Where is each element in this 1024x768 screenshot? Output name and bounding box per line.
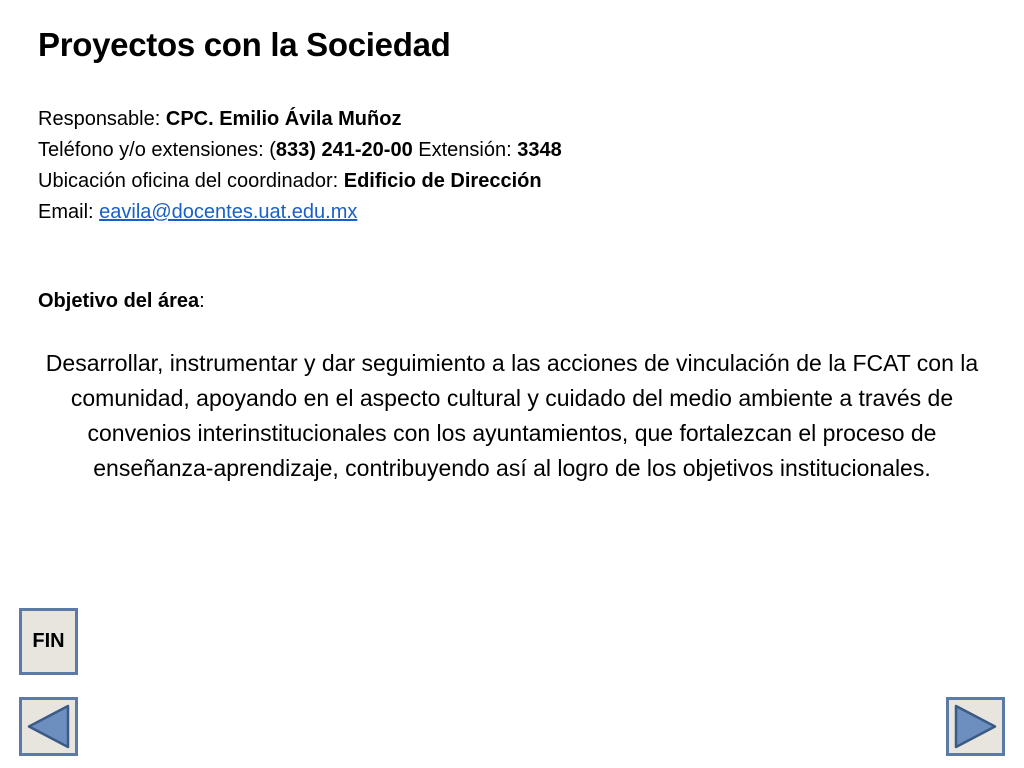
fin-button[interactable]: [19, 608, 78, 675]
objective-heading-colon: :: [199, 290, 205, 312]
location-line: [38, 166, 562, 197]
email-line: [38, 197, 562, 228]
fin-button-label: FIN: [32, 630, 65, 652]
responsable-line: [38, 104, 562, 135]
extension-label: Extensión:: [412, 139, 518, 161]
page-title: Proyectos con la Sociedad: [38, 26, 451, 63]
location-value: Edificio de Dirección: [343, 170, 542, 192]
phone-label: Teléfono y/o extensiones: (: [38, 139, 276, 161]
email-label: Email:: [38, 201, 100, 223]
responsable-value: CPC. Emilio Ávila Muñoz: [165, 108, 402, 130]
phone-value: 833) 241-20-00: [275, 139, 413, 161]
email-link[interactable]: eavila@docentes.uat.edu.mx: [99, 201, 358, 223]
responsable-label: Responsable:: [38, 108, 166, 130]
phone-line: [38, 135, 562, 166]
objective-heading: [38, 290, 205, 313]
left-triangle-icon: [22, 700, 75, 753]
right-triangle-icon: [949, 700, 1002, 753]
objective-heading-text: Objetivo del área: [38, 290, 200, 312]
next-slide-button[interactable]: [946, 697, 1005, 756]
previous-slide-button[interactable]: [19, 697, 78, 756]
objective-text: Desarrollar, instrumentar y dar seguimiento a las acciones de vinculación de la FCAT con la comunidad, apoyando en el aspecto cultural y cuidado del medio ambiente a través de convenios interinstitucionales con los ayuntamientos, que fortalezcan el proceso de enseñanza-aprendizaje, contribuyendo así al logro de los objetivos institucionales.: [45, 350, 979, 481]
contact-info: [38, 104, 562, 228]
extension-value: 3348: [517, 139, 562, 161]
location-label: Ubicación oficina del coordinador:: [38, 170, 344, 192]
